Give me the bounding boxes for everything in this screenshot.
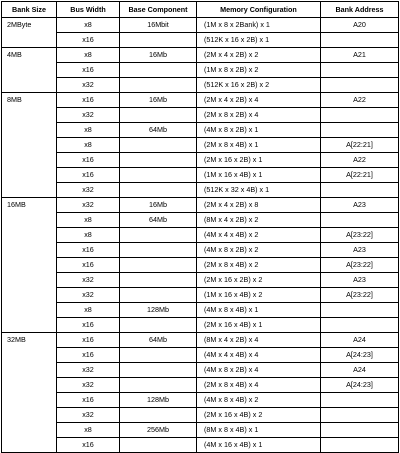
header-bank-address: Bank Address: [321, 2, 399, 18]
memory-configuration-cell: (2M x 4 x 2B) x 2: [197, 48, 321, 63]
base-component-cell: [120, 33, 197, 48]
table-row: [2, 333, 399, 348]
base-component-cell: [120, 318, 197, 333]
bus-width-cell: x8: [57, 48, 120, 63]
table-row: [2, 108, 399, 123]
memory-configuration-cell: (4M x 8 x 2B) x 4: [197, 363, 321, 378]
bus-width-cell: x16: [57, 258, 120, 273]
bank-address-cell: A[23:22]: [321, 228, 399, 243]
table-row: [2, 18, 399, 33]
bus-width-cell: x16: [57, 333, 120, 348]
memory-configuration-cell: (512K x 16 x 2B) x 1: [197, 33, 321, 48]
table-row: [2, 438, 399, 453]
bank-size-cell: [2, 33, 57, 48]
memory-configuration-cell: (4M x 4 x 4B) x 2: [197, 228, 321, 243]
table-row: [2, 378, 399, 393]
bus-width-cell: x32: [57, 378, 120, 393]
bank-address-cell: [321, 33, 399, 48]
bank-address-cell: [321, 108, 399, 123]
bank-size-cell: [2, 123, 57, 138]
bank-size-cell: 8MB: [2, 93, 57, 108]
bus-width-cell: x16: [57, 318, 120, 333]
base-component-cell: [120, 138, 197, 153]
bank-size-cell: 32MB: [2, 333, 57, 348]
bus-width-cell: x16: [57, 93, 120, 108]
table-row: [2, 198, 399, 213]
bus-width-cell: x32: [57, 198, 120, 213]
base-component-cell: [120, 168, 197, 183]
bank-size-cell: [2, 63, 57, 78]
bus-width-cell: x8: [57, 123, 120, 138]
bus-width-cell: x16: [57, 168, 120, 183]
bank-size-cell: [2, 258, 57, 273]
base-component-cell: [120, 243, 197, 258]
base-component-cell: 64Mb: [120, 333, 197, 348]
bank-address-cell: A23: [321, 243, 399, 258]
bank-size-cell: [2, 78, 57, 93]
base-component-cell: [120, 408, 197, 423]
bus-width-cell: x16: [57, 243, 120, 258]
table-row: [2, 408, 399, 423]
bank-address-cell: [321, 123, 399, 138]
bank-address-cell: A[23:22]: [321, 288, 399, 303]
bank-address-cell: A22: [321, 93, 399, 108]
bus-width-cell: x8: [57, 423, 120, 438]
memory-configuration-cell: (2M x 8 x 4B) x 4: [197, 378, 321, 393]
memory-configuration-cell: (4M x 8 x 4B) x 2: [197, 393, 321, 408]
memory-configuration-cell: (8M x 8 x 4B) x 1: [197, 423, 321, 438]
bus-width-cell: x32: [57, 183, 120, 198]
bus-width-cell: x16: [57, 33, 120, 48]
bank-address-cell: [321, 408, 399, 423]
bank-address-cell: [321, 303, 399, 318]
table-row: [2, 183, 399, 198]
memory-configuration-cell: (2M x 16 x 2B) x 1: [197, 153, 321, 168]
bank-size-cell: [2, 183, 57, 198]
bank-size-cell: [2, 438, 57, 453]
base-component-cell: 16Mb: [120, 93, 197, 108]
bank-size-cell: [2, 423, 57, 438]
table-row: [2, 273, 399, 288]
memory-configuration-cell: (8M x 4 x 2B) x 4: [197, 333, 321, 348]
base-component-cell: [120, 108, 197, 123]
table-row: [2, 123, 399, 138]
bank-size-cell: [2, 408, 57, 423]
memory-configuration-cell: (512K x 16 x 2B) x 2: [197, 78, 321, 93]
base-component-cell: [120, 258, 197, 273]
bus-width-cell: x16: [57, 393, 120, 408]
memory-configuration-cell: (4M x 8 x 4B) x 1: [197, 303, 321, 318]
bus-width-cell: x16: [57, 348, 120, 363]
bank-size-cell: [2, 273, 57, 288]
base-component-cell: 16Mb: [120, 48, 197, 63]
base-component-cell: 256Mb: [120, 423, 197, 438]
bank-size-cell: [2, 153, 57, 168]
bank-size-cell: 16MB: [2, 198, 57, 213]
bank-address-cell: A20: [321, 18, 399, 33]
memory-configuration-cell: (4M x 8 x 2B) x 2: [197, 243, 321, 258]
bus-width-cell: x16: [57, 438, 120, 453]
memory-configuration-cell: (1M x 16 x 4B) x 2: [197, 288, 321, 303]
base-component-cell: [120, 348, 197, 363]
memory-configuration-cell: (2M x 8 x 4B) x 1: [197, 138, 321, 153]
table-header: [2, 2, 399, 18]
base-component-cell: 16Mbit: [120, 18, 197, 33]
bank-address-cell: A[22:21]: [321, 168, 399, 183]
bank-address-cell: A23: [321, 198, 399, 213]
memory-configuration-cell: (1M x 16 x 4B) x 1: [197, 168, 321, 183]
table-body: [2, 18, 399, 453]
bank-address-cell: [321, 78, 399, 93]
bank-address-cell: A24: [321, 363, 399, 378]
memory-configuration-cell: (4M x 8 x 2B) x 1: [197, 123, 321, 138]
bank-address-cell: A24: [321, 333, 399, 348]
table-row: [2, 213, 399, 228]
bus-width-cell: x16: [57, 63, 120, 78]
bus-width-cell: x32: [57, 108, 120, 123]
bank-size-cell: [2, 378, 57, 393]
table-row: [2, 48, 399, 63]
bank-address-cell: A[22:21]: [321, 138, 399, 153]
bank-address-cell: [321, 438, 399, 453]
table-row: [2, 258, 399, 273]
bus-width-cell: x32: [57, 408, 120, 423]
base-component-cell: 64Mb: [120, 213, 197, 228]
bus-width-cell: x32: [57, 288, 120, 303]
memory-configuration-cell: (1M x 8 x 2B) x 2: [197, 63, 321, 78]
bank-address-cell: A23: [321, 273, 399, 288]
header-bank-size: Bank Size: [2, 2, 57, 18]
table-row: [2, 63, 399, 78]
table-row: [2, 288, 399, 303]
bank-address-cell: [321, 183, 399, 198]
bank-address-cell: [321, 318, 399, 333]
bank-address-cell: [321, 213, 399, 228]
bank-address-cell: A[23:22]: [321, 258, 399, 273]
bank-size-cell: 4MB: [2, 48, 57, 63]
base-component-cell: 128Mb: [120, 303, 197, 318]
header-memory-configuration: Memory Configuration: [197, 2, 321, 18]
base-component-cell: [120, 63, 197, 78]
base-component-cell: [120, 183, 197, 198]
bank-size-cell: [2, 168, 57, 183]
base-component-cell: [120, 153, 197, 168]
table-row: [2, 243, 399, 258]
table-row: [2, 393, 399, 408]
bank-size-cell: [2, 303, 57, 318]
bus-width-cell: x8: [57, 18, 120, 33]
bank-size-cell: [2, 213, 57, 228]
bus-width-cell: x32: [57, 363, 120, 378]
header-bus-width: Bus Width: [57, 2, 120, 18]
base-component-cell: [120, 228, 197, 243]
table-row: [2, 78, 399, 93]
memory-configuration-cell: (2M x 8 x 4B) x 2: [197, 258, 321, 273]
memory-configuration-cell: (2M x 8 x 2B) x 4: [197, 108, 321, 123]
bank-address-cell: A22: [321, 153, 399, 168]
bank-address-cell: A21: [321, 48, 399, 63]
table-row: [2, 348, 399, 363]
memory-configuration-cell: (2M x 16 x 2B) x 2: [197, 273, 321, 288]
table-row: [2, 33, 399, 48]
bus-width-cell: x8: [57, 138, 120, 153]
memory-configuration-cell: (4M x 16 x 4B) x 1: [197, 438, 321, 453]
table-row: [2, 303, 399, 318]
bus-width-cell: x8: [57, 228, 120, 243]
bank-address-cell: A[24:23]: [321, 348, 399, 363]
memory-configuration-cell: (2M x 16 x 4B) x 2: [197, 408, 321, 423]
bank-size-cell: [2, 288, 57, 303]
memory-configuration-cell: (4M x 4 x 4B) x 4: [197, 348, 321, 363]
bank-size-cell: [2, 138, 57, 153]
base-component-cell: 16Mb: [120, 198, 197, 213]
bus-width-cell: x16: [57, 153, 120, 168]
base-component-cell: [120, 288, 197, 303]
table-row: [2, 423, 399, 438]
memory-configuration-cell: (2M x 16 x 4B) x 1: [197, 318, 321, 333]
bus-width-cell: x32: [57, 273, 120, 288]
base-component-cell: 64Mb: [120, 123, 197, 138]
base-component-cell: [120, 438, 197, 453]
base-component-cell: [120, 273, 197, 288]
memory-configuration-cell: (8M x 4 x 2B) x 2: [197, 213, 321, 228]
base-component-cell: [120, 78, 197, 93]
table-row: [2, 363, 399, 378]
table-row: [2, 153, 399, 168]
bank-size-cell: [2, 108, 57, 123]
bank-address-cell: [321, 63, 399, 78]
bank-size-cell: [2, 393, 57, 408]
bus-width-cell: x32: [57, 78, 120, 93]
header-row: [2, 2, 399, 18]
bank-size-cell: 2MByte: [2, 18, 57, 33]
memory-configuration-cell: (512K x 32 x 4B) x 1: [197, 183, 321, 198]
memory-configuration-cell: (1M x 8 x 2Bank) x 1: [197, 18, 321, 33]
memory-configuration-cell: (2M x 4 x 2B) x 4: [197, 93, 321, 108]
table-row: [2, 168, 399, 183]
bank-size-cell: [2, 363, 57, 378]
bank-address-cell: [321, 423, 399, 438]
bus-width-cell: x8: [57, 213, 120, 228]
table-row: [2, 138, 399, 153]
bank-address-cell: A[24:23]: [321, 378, 399, 393]
table-row: [2, 93, 399, 108]
base-component-cell: 128Mb: [120, 393, 197, 408]
header-base-component: Base Component: [120, 2, 197, 18]
bank-size-cell: [2, 318, 57, 333]
bank-size-cell: [2, 348, 57, 363]
memory-configuration-table: [1, 1, 399, 453]
table-row: [2, 228, 399, 243]
bus-width-cell: x8: [57, 303, 120, 318]
bank-size-cell: [2, 228, 57, 243]
bank-address-cell: [321, 393, 399, 408]
base-component-cell: [120, 363, 197, 378]
memory-configuration-cell: (2M x 4 x 2B) x 8: [197, 198, 321, 213]
table-row: [2, 318, 399, 333]
memory-configuration-table-container: [1, 1, 399, 453]
bank-size-cell: [2, 243, 57, 258]
base-component-cell: [120, 378, 197, 393]
